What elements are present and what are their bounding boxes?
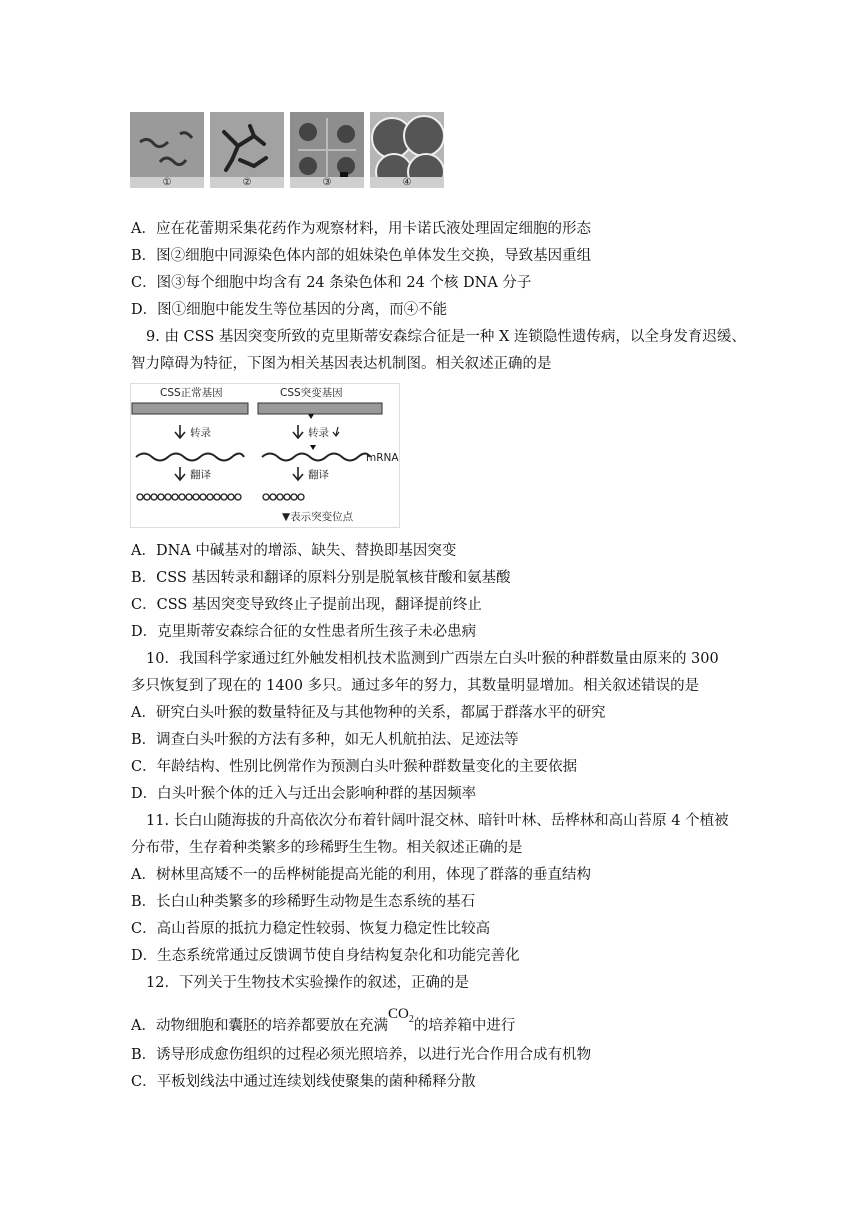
normal-gene-bar xyxy=(132,403,248,414)
mutant-polypeptide-chain xyxy=(263,494,304,500)
q10-stem-line2: 多只恢复到了现在的 1400 多只。通过多年的努力，其数量明显增加。相关叙述错误的是 xyxy=(131,678,700,694)
micrograph-1 xyxy=(130,112,204,188)
gene-expression-diagram xyxy=(130,383,400,528)
co2-subscript: 2 xyxy=(408,1014,414,1025)
q10-option-b: B．调查白头叶猴的方法有多种，如无人机航拍法、足迹法等 xyxy=(131,732,519,748)
micrograph-label-2: ② xyxy=(210,177,284,188)
micrograph-2 xyxy=(210,112,284,188)
q9-stem-line2: 智力障碍为特征，下图为相关基因表达机制图。相关叙述正确的是 xyxy=(131,356,552,372)
q11-option-a: A．树林里高矮不一的岳桦树能提高光能的利用，体现了群落的垂直结构 xyxy=(131,867,591,883)
co2-text: CO xyxy=(387,1006,409,1022)
normal-mrna-wave xyxy=(136,454,244,461)
mutant-transcription-arrow xyxy=(293,425,303,438)
small-arrow-icon xyxy=(333,427,339,436)
q12-option-a xyxy=(131,1006,516,1042)
micrograph-label-4: ④ xyxy=(370,177,444,188)
mutation-legend: ▼表示突变位点 xyxy=(282,511,354,523)
q8-option-d: D．图①细胞中能发生等位基因的分离，而④不能 xyxy=(131,302,448,318)
normal-transcription-label: 转录 xyxy=(190,427,211,439)
normal-polypeptide-chain xyxy=(137,494,241,500)
mutant-translation-arrow xyxy=(293,467,303,480)
q9-option-b: B．CSS 基因转录和翻译的原料分别是脱氧核苷酸和氨基酸 xyxy=(131,570,511,586)
q10-option-d: D．白头叶猴个体的迁入与迁出会影响种群的基因频率 xyxy=(131,786,477,802)
q9-option-c: C．CSS 基因突变导致终止子提前出现，翻译提前终止 xyxy=(131,597,482,613)
q10-stem-line1: 10．我国科学家通过红外触发相机技术监测到广西崇左白头叶猴的种群数量由原来的 300 xyxy=(146,651,719,667)
normal-gene-label: CSS正常基因 xyxy=(160,387,223,399)
q9-stem-line1: 9. 由 CSS 基因突变所致的克里斯蒂安森综合征是一种 X 连锁隐性遗传病，以全身发育迟缓、 xyxy=(146,329,746,345)
q8-option-c: C．图③每个细胞中均含有 24 条染色体和 24 个核 DNA 分子 xyxy=(131,275,532,291)
micrograph-4 xyxy=(370,112,444,188)
mutant-gene-label: CSS突变基因 xyxy=(280,387,343,399)
micrograph-3 xyxy=(290,112,364,188)
q11-stem-line1: 11. 长白山随海拔的升高依次分布着针阔叶混交林、暗针叶林、岳桦林和高山苔原 4 个植被 xyxy=(146,813,729,829)
q11-stem-line2: 分布带，生存着种类繁多的珍稀野生生物。相关叙述正确的是 xyxy=(131,840,523,856)
q8-option-a: A．应在花蕾期采集花药作为观察材料，用卡诺氏液处理固定细胞的形态 xyxy=(131,221,591,237)
co2-formula xyxy=(387,1006,414,1025)
q10-option-a: A．研究白头叶猴的数量特征及与其他物种的关系，都属于群落水平的研究 xyxy=(131,705,606,721)
q10-option-c: C．年龄结构、性别比例常作为预测白头叶猴种群数量变化的主要依据 xyxy=(131,759,578,775)
normal-translation-label: 翻译 xyxy=(190,469,211,481)
micrograph-strip xyxy=(130,112,444,200)
q12-option-c: C．平板划线法中通过连续划线使聚集的菌种稀释分散 xyxy=(131,1074,476,1090)
normal-transcription-arrow xyxy=(175,425,185,438)
q12-stem: 12．下列关于生物技术实验操作的叙述，正确的是 xyxy=(146,975,469,991)
q11-option-d: D．生态系统常通过反馈调节使自身结构复杂化和功能完善化 xyxy=(131,948,520,964)
q12-option-a-before: A．动物细胞和囊胚的培养都要放在充满 xyxy=(131,1018,388,1034)
micrograph-label-1: ① xyxy=(130,177,204,188)
q12-option-a-after: 的培养箱中进行 xyxy=(413,1018,516,1034)
mrna-label: mRNA xyxy=(366,452,399,464)
q11-option-b: B．长白山种类繁多的珍稀野生动物是生态系统的基石 xyxy=(131,894,476,910)
normal-translation-arrow xyxy=(175,467,185,480)
mutant-gene-bar xyxy=(258,403,382,414)
q9-option-a: A．DNA 中碱基对的增添、缺失、替换即基因突变 xyxy=(131,543,457,559)
q12-option-b: B．诱导形成愈伤组织的过程必须光照培养，以进行光合作用合成有机物 xyxy=(131,1047,592,1063)
mutation-site-marker-gene xyxy=(308,414,314,419)
q9-option-d: D．克里斯蒂安森综合征的女性患者所生孩子未必患病 xyxy=(131,624,477,640)
mutation-site-marker-mrna xyxy=(310,445,316,450)
mutant-transcription-label: 转录 xyxy=(308,427,329,439)
micrograph-label-3: ③ xyxy=(290,177,364,188)
mutant-translation-label: 翻译 xyxy=(308,469,329,481)
mutant-mrna-wave xyxy=(262,454,370,461)
q11-option-c: C．高山苔原的抵抗力稳定性较弱、恢复力稳定性比较高 xyxy=(131,921,491,937)
q8-option-b: B．图②细胞中同源染色体内部的姐妹染色单体发生交换，导致基因重组 xyxy=(131,248,592,264)
